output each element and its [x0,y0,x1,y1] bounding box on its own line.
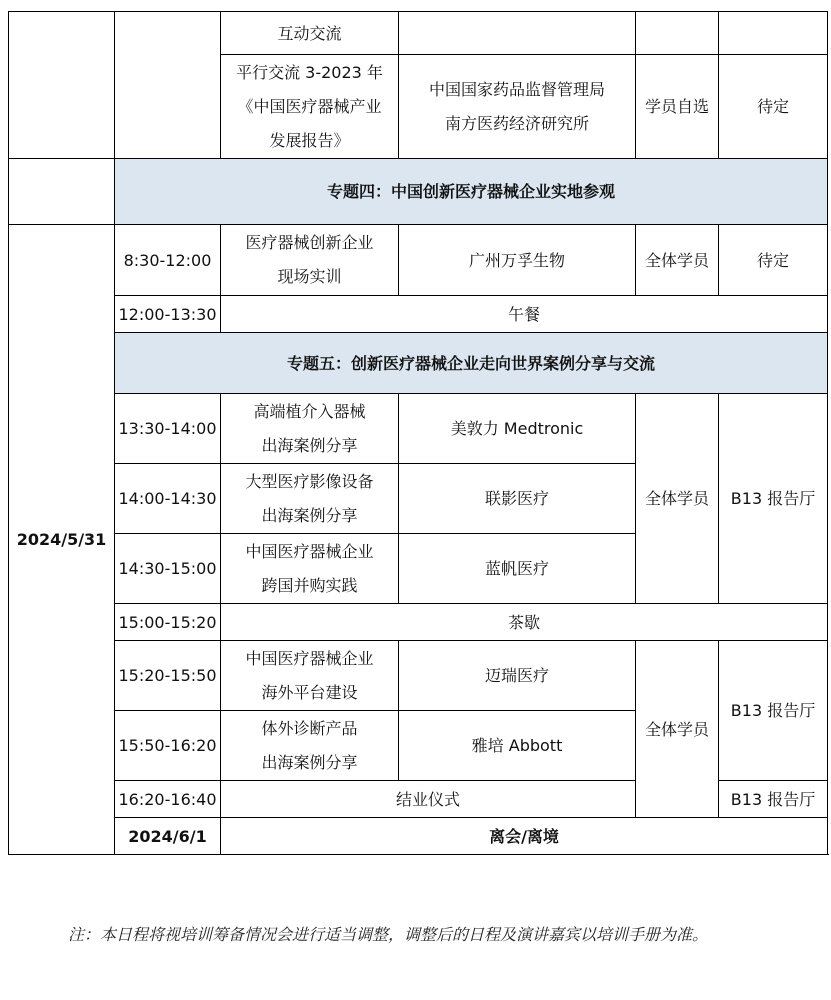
time-cell: 8:30-12:00 [115,225,221,296]
session-title-line: 平行交流 3-2023 年 [236,62,383,82]
session-title-line: 出海案例分享 [261,505,358,525]
table-row [9,333,828,394]
table-row [9,225,828,296]
speaker-cell: 广州万孚生物 [399,225,636,296]
schedule-table [8,11,828,855]
session-title-line: 出海案例分享 [261,752,358,772]
table-row [9,159,828,225]
session-title [221,534,399,604]
session-title-line: 医疗器械创新企业 [245,233,374,252]
departure-cell: 离会/离境 [221,818,828,855]
session-title [221,711,399,781]
date-cell-empty [9,12,115,159]
session-title-line: 高端植介入器械 [253,401,366,421]
audience-cell [636,12,719,55]
session-title: 互动交流 [221,12,399,55]
speaker-cell: 美敦力 Medtronic [399,394,636,464]
table-row [9,818,828,855]
table-row [9,641,828,711]
date-cell: 2024/5/31 [9,225,115,855]
speaker-line: 中国国家药品监督管理局 [428,79,605,99]
speaker-cell: 雅培 Abbott [399,711,636,781]
session-title-line: 体外诊断产品 [261,718,358,738]
speaker-cell [399,12,636,55]
time-cell: 14:30-15:00 [115,534,221,604]
time-cell: 12:00-13:30 [115,296,221,333]
session-title-line: 中国医疗器械企业 [245,541,374,561]
session-title-line: 发展报告》 [269,130,350,150]
time-cell-empty [115,12,221,159]
session-title [221,641,399,711]
session-title-line: 海外平台建设 [261,682,358,702]
audience-cell: 全体学员 [636,641,719,818]
venue-cell: B13 报告厅 [719,394,828,604]
session-title-line: 大型医疗影像设备 [245,471,374,491]
topic-header: 专题五：创新医疗器械企业走向世界案例分享与交流 [115,333,828,394]
closing-cell: 结业仪式 [221,781,636,818]
speaker-cell: 蓝帆医疗 [399,534,636,604]
break-cell: 午餐 [221,296,828,333]
table-row [9,604,828,641]
session-title-line: 《中国医疗器械产业 [237,96,382,116]
time-cell: 15:00-15:20 [115,604,221,641]
break-cell: 茶歇 [221,604,828,641]
speaker-cell: 联影医疗 [399,464,636,534]
session-title-line: 跨国并购实践 [261,575,358,595]
speaker-line: 南方医药经济研究所 [444,113,589,133]
session-title [221,394,399,464]
time-cell: 15:50-16:20 [115,711,221,781]
time-cell: 15:20-15:50 [115,641,221,711]
date-cell-empty [9,159,115,225]
audience-cell: 全体学员 [636,225,719,296]
session-title-line: 现场实训 [277,267,342,286]
venue-cell: 待定 [719,225,828,296]
venue-cell [719,12,828,55]
date-cell: 2024/6/1 [115,818,221,855]
session-title [221,464,399,534]
time-cell: 13:30-14:00 [115,394,221,464]
topic-header: 专题四：中国创新医疗器械企业实地参观 [115,159,828,225]
table-row [9,296,828,333]
time-cell: 16:20-16:40 [115,781,221,818]
time-cell: 14:00-14:30 [115,464,221,534]
venue-cell: 待定 [719,55,828,159]
venue-cell: B13 报告厅 [719,641,828,781]
speaker-cell [399,55,636,159]
table-row [9,12,828,55]
session-title-line: 中国医疗器械企业 [245,648,374,668]
table-row [9,394,828,464]
audience-cell: 学员自选 [636,55,719,159]
session-title [221,225,399,296]
venue-cell: B13 报告厅 [719,781,828,818]
audience-cell: 全体学员 [636,394,719,604]
footnote: 注：本日程将视培训筹备情况会进行适当调整，调整后的日程及演讲嘉宾以培训手册为准。 [68,925,709,944]
session-title-line: 出海案例分享 [261,435,358,455]
session-title [221,55,399,159]
speaker-cell: 迈瑞医疗 [399,641,636,711]
